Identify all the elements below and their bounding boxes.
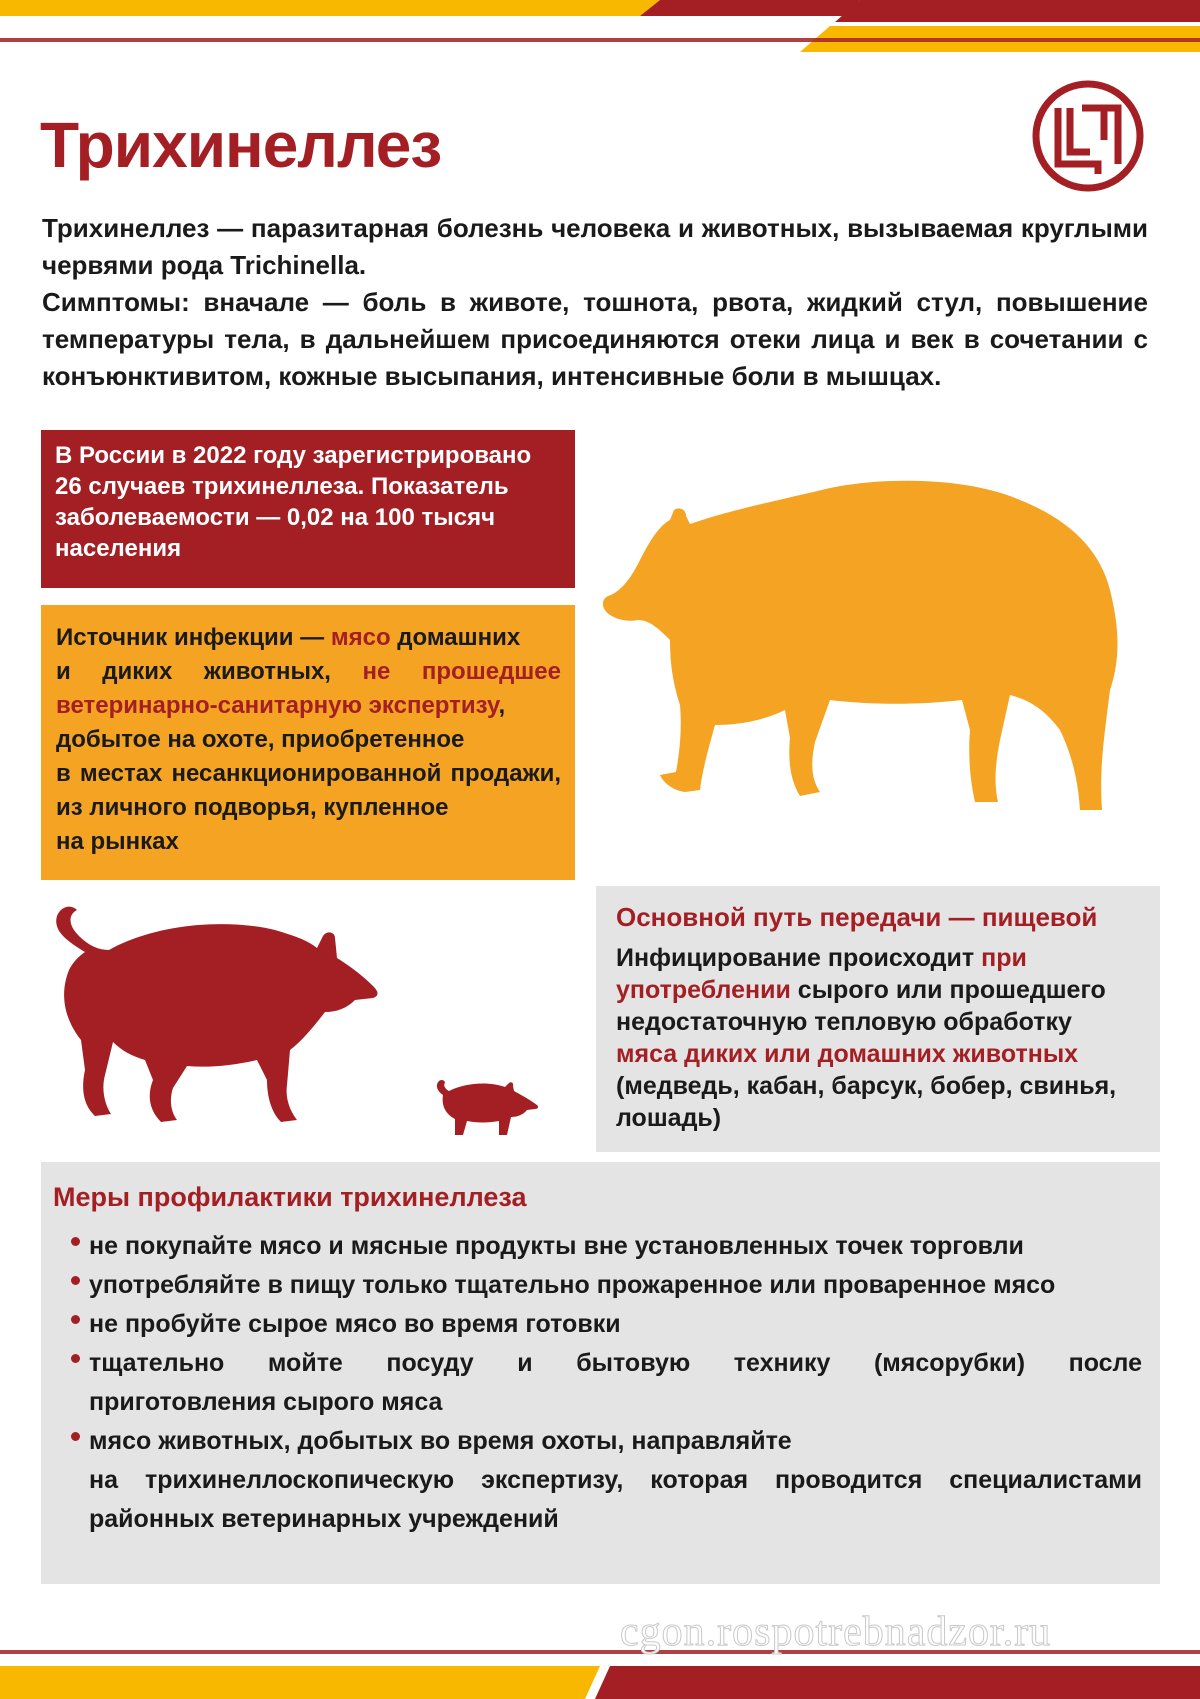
list-item-text: на трихинеллоскопическую экспертизу, которая проводится специалистами xyxy=(89,1466,1142,1494)
bullet-icon xyxy=(71,1276,80,1285)
infection-source-box xyxy=(41,605,575,880)
list-item-text: приготовления сырого мяса xyxy=(89,1388,443,1416)
source-line-2 xyxy=(56,655,561,689)
top-stripes xyxy=(0,0,1200,60)
transmission-highlight: употреблении xyxy=(616,976,791,1004)
transmission-line-6: лошадь) xyxy=(616,1104,722,1132)
statistics-box xyxy=(41,430,575,588)
source-line-7: на рынках xyxy=(56,828,179,855)
transmission-title: Основной путь передачи — пищевой xyxy=(616,902,1098,932)
source-line-4: добытое на охоте, приобретенное xyxy=(56,726,465,753)
prevention-box xyxy=(41,1162,1160,1584)
bullet-icon xyxy=(71,1237,80,1246)
list-item-text: районных ветеринарных учреждений xyxy=(89,1505,559,1533)
transmission-box xyxy=(596,886,1160,1152)
transmission-line-5: (медведь, кабан, барсук, бобер, свинья, xyxy=(616,1072,1117,1100)
transmission-line-1 xyxy=(616,942,1142,974)
intro-definition: Трихинеллез — паразитарная болезнь человека и животных, вызываемая круглыми червями рода Trichinella. xyxy=(42,213,1148,280)
transmission-line-4: мяса диких или домашних животных xyxy=(616,1040,1079,1068)
list-item xyxy=(53,1227,1142,1266)
source-text: Источник инфекции — xyxy=(56,624,331,651)
transmission-highlight: при xyxy=(981,944,1027,972)
source-text: и диких животных, xyxy=(56,658,363,685)
list-item-text: мясо животных, добытых во время охоты, направляйте xyxy=(89,1427,792,1455)
transmission-text-part: Инфицирование происходит xyxy=(616,944,982,972)
transmission-text xyxy=(616,942,1142,1134)
logo-emblem-icon xyxy=(1030,78,1146,194)
bullet-icon xyxy=(71,1432,80,1441)
list-item-text: употребляйте в пищу только тщательно прожаренное или проваренное мясо xyxy=(89,1271,1056,1299)
transmission-line-3: недостаточную тепловую обработку xyxy=(616,1008,1072,1036)
pig-silhouette-icon xyxy=(45,900,395,1125)
list-item xyxy=(53,1422,1142,1539)
list-item-text: тщательно мойте посуду и бытовую технику (мясорубки) после xyxy=(89,1349,1142,1377)
list-item-text: не пробуйте сырое мясо во время готовки xyxy=(89,1310,621,1338)
watermark: cgon.rospotrebnadzor.ru xyxy=(620,1609,1052,1655)
bullet-icon xyxy=(71,1354,80,1363)
list-item xyxy=(53,1305,1142,1344)
list-item-text: не покупайте мясо и мясные продукты вне установленных точек торговли xyxy=(89,1232,1024,1260)
prevention-list xyxy=(53,1227,1142,1539)
bear-silhouette-icon xyxy=(590,480,1150,820)
piglet-silhouette-icon xyxy=(433,1075,543,1141)
statistics-text: В России в 2022 году зарегистрировано 26 случаев трихинеллеза. Показатель заболеваемости — 0,02 на 100 тысяч населения xyxy=(55,442,532,562)
source-line-6: из личного подворья, купленное xyxy=(56,794,449,821)
bullet-icon xyxy=(71,1315,80,1324)
intro-text xyxy=(42,210,1148,395)
source-highlight-expertise: ветеринарно-санитарную экспертизу xyxy=(56,692,499,719)
list-item xyxy=(53,1266,1142,1305)
list-item xyxy=(53,1344,1142,1422)
intro-symptoms: Симптомы: вначале — боль в животе, тошнота, рвота, жидкий стул, повышение температуры тела, в дальнейшем присоединяются отеки лица и век в сочетании с конъюнктивитом, кожные высыпания, интенсивные боли в мышцах. xyxy=(42,287,1148,391)
prevention-title: Меры профилактики трихинеллеза xyxy=(53,1182,527,1212)
source-highlight-meat: мясо xyxy=(330,624,391,651)
source-line-3 xyxy=(56,689,561,723)
transmission-text-part: сырого или прошедшего xyxy=(790,976,1106,1004)
source-line-5: в местах несанкционированной продажи, xyxy=(56,760,561,787)
source-text: домашних xyxy=(390,624,521,651)
transmission-line-2 xyxy=(616,974,1142,1006)
source-line-1 xyxy=(56,621,561,655)
page-title: Трихинеллез xyxy=(40,109,442,181)
source-text: , xyxy=(498,692,506,719)
source-highlight-unchecked: не прошедшее xyxy=(362,658,561,685)
